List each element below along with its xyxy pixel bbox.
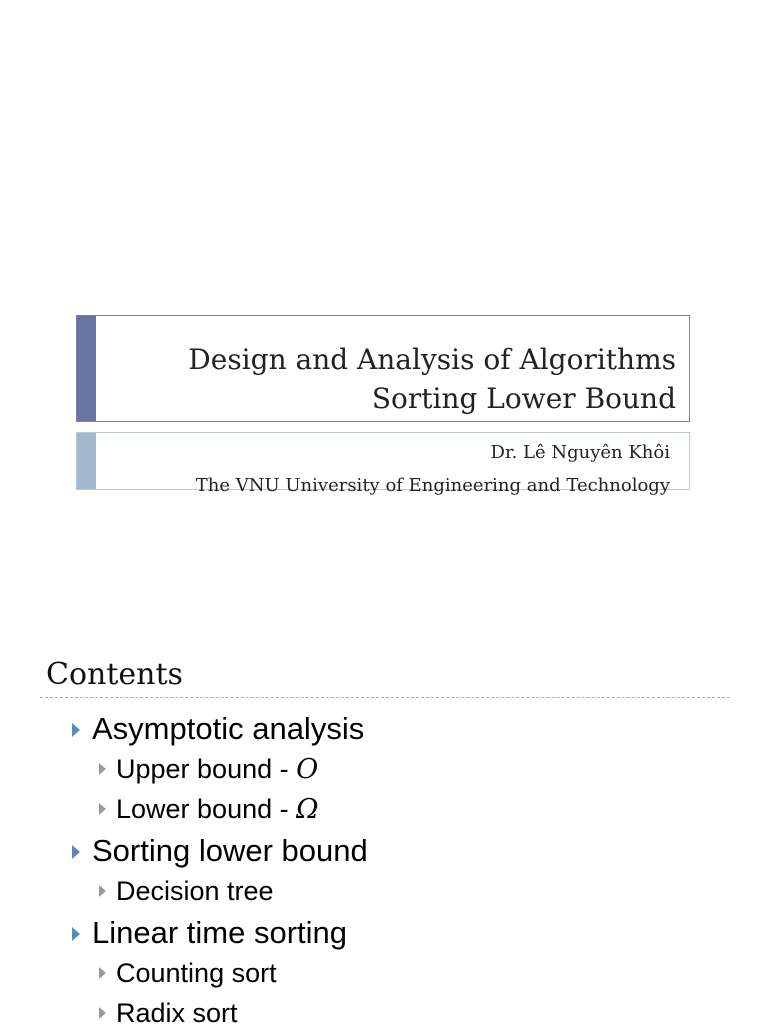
list-item-upper-bound (0, 749, 768, 789)
list-item-asymptotic-analysis (0, 707, 768, 751)
contents-heading: Contents (46, 657, 183, 692)
list-item-counting-sort (0, 953, 768, 993)
list-item-label: Upper bound - (116, 754, 297, 784)
sub-bullet-arrow-icon (99, 1007, 106, 1019)
list-item-lower-bound (0, 789, 768, 829)
title-line-2: Sorting Lower Bound (371, 382, 676, 415)
list-item-label: Lower bound - (116, 794, 297, 824)
title-accent-bar (77, 316, 96, 421)
list-item-label: Radix sort (116, 998, 238, 1024)
heading-divider (40, 697, 730, 698)
bullet-arrow-icon (72, 927, 80, 941)
sub-bullet-arrow-icon (99, 885, 106, 897)
contents-list (0, 707, 768, 1024)
list-item-linear-time-sorting (0, 911, 768, 955)
author-name: Dr. Lê Nguyên Khôi (490, 442, 670, 463)
sub-bullet-arrow-icon (99, 967, 106, 979)
list-item-label: Sorting lower bound (92, 833, 368, 868)
subtitle-accent-bar (77, 433, 96, 489)
list-item-decision-tree (0, 871, 768, 911)
sub-bullet-arrow-icon (99, 763, 106, 775)
list-item-label: Asymptotic analysis (92, 711, 365, 746)
omega-symbol: Ω (296, 794, 319, 825)
title-line-1: Design and Analysis of Algorithms (188, 343, 676, 376)
list-item-label: Decision tree (116, 876, 274, 906)
author-affiliation: The VNU University of Engineering and Technology (195, 475, 670, 496)
bullet-arrow-icon (72, 845, 80, 859)
slide-title (188, 340, 676, 418)
list-item-sorting-lower-bound (0, 829, 768, 873)
slide-subtitle (196, 436, 670, 502)
bullet-arrow-icon (72, 723, 80, 737)
sub-bullet-arrow-icon (99, 803, 106, 815)
big-o-symbol: O (296, 754, 319, 785)
list-item-radix-sort (0, 993, 768, 1024)
list-item-label: Linear time sorting (92, 915, 348, 950)
list-item-label: Counting sort (116, 958, 277, 988)
subtitle-block (76, 432, 690, 496)
title-block (76, 315, 690, 422)
